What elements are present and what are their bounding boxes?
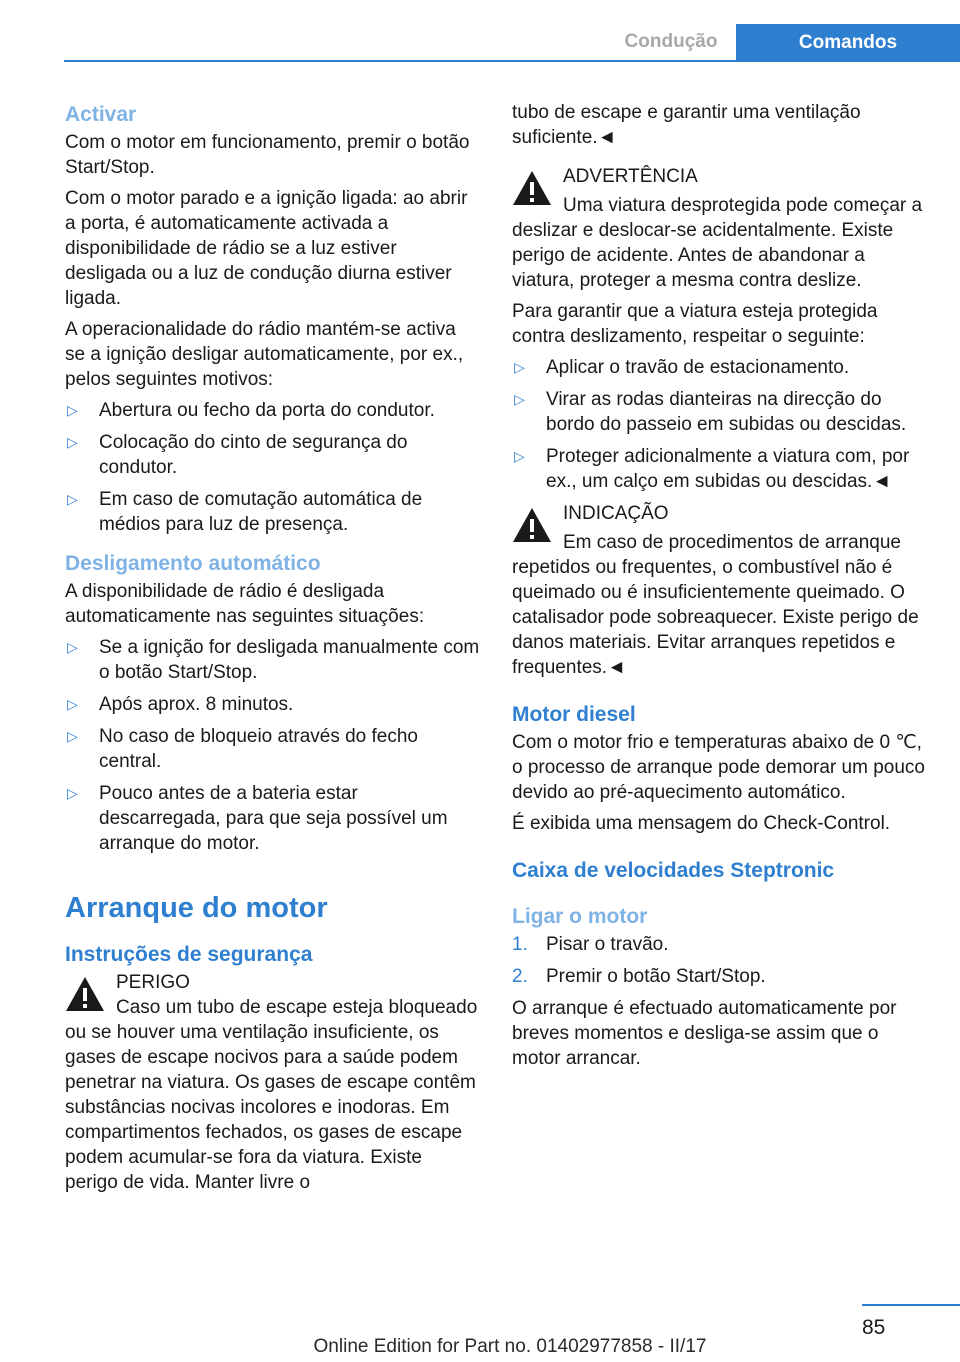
heading-arranque-do-motor: Arranque do motor [65,892,328,924]
heading-ligar-motor: Ligar o motor [512,905,648,928]
paragraph: A operacionalidade do rádio mantém-se activa se a ignição desligar automaticamente, por ex., pelos seguintes motivos: [65,319,464,390]
warning-triangle-icon [512,170,552,206]
footer-edition: Online Edition for Part no. 01402977858 - II/17 [313,1336,707,1357]
triangle-bullet-icon: ▷ [514,359,525,375]
paragraph: Com o motor em funcionamento, premir o botão Start/Stop. [65,132,470,178]
numbered-list [512,932,928,989]
triangle-bullet-icon: ▷ [67,434,78,450]
triangle-bullet-icon: ▷ [514,448,525,464]
bullet-list [65,398,480,537]
left-column [65,100,480,1201]
list-item: ▷ Em caso de comutação automática de médios para luz de presença. [67,489,423,535]
right-column [512,100,928,1077]
section-tab-conducao[interactable]: Condução [624,31,718,52]
paragraph: Com o motor frio e temperaturas abaixo de 0 ℃, o processo de arranque pode demorar um pouco devido ao pré-aquecimento automático. [512,732,925,803]
list-item: ▷ Aplicar o travão de estacionamento. [514,357,850,378]
list-item: 2. Premir o botão Start/Stop. [512,966,766,987]
list-item: 1. Pisar o travão. [512,934,669,955]
triangle-bullet-icon: ▷ [67,402,78,418]
warning-triangle-icon [65,976,105,1012]
paragraph: Para garantir que a viatura esteja protegida contra deslizamento, respeitar o seguinte: [512,301,878,347]
list-item: ▷ Colocação do cinto de segurança do condutor. [67,432,408,478]
heading-instrucoes-seguranca: Instruções de segurança [65,943,313,966]
paragraph: A disponibilidade de rádio é desligada automaticamente nas seguintes situações: [65,581,425,627]
chapter-tab-comandos[interactable]: Comandos [736,24,960,62]
paragraph: Com o motor parado e a ignição ligada: ao abrir a porta, é automaticamente activada a disponibilidade de rádio se a luz estiver desligada ou a luz de condução diurna estiver ligada. [65,188,468,309]
heading-motor-diesel: Motor diesel [512,703,636,726]
triangle-bullet-icon: ▷ [514,391,525,407]
list-item: ▷ Proteger adicionalmente a viatura com, por ex., um calço em subidas ou descidas.◄ [514,446,910,492]
triangle-bullet-icon: ▷ [67,491,78,507]
list-item: ▷ No caso de bloqueio através do fecho central. [67,726,418,772]
warning-title: PERIGO [116,972,190,993]
paragraph-continued: tubo de escape e garantir uma ventilação suficiente.◄ [512,102,861,148]
list-item: ▷ Virar as rodas dianteiras na direcção do bordo do passeio em subidas ou descidas. [514,389,907,435]
list-item: ▷ Abertura ou fecho da porta do condutor. [67,400,435,421]
bullet-list [65,635,480,856]
triangle-bullet-icon: ▷ [67,785,78,801]
heading-activar: Activar [65,103,137,126]
list-item: ▷ Se a ignição for desligada manualmente com o botão Start/Stop. [67,637,480,683]
footer-rule [862,1304,960,1306]
warning-body: Em caso de procedimentos de arranque repetidos ou frequentes, o combustível não é queimado ou é insuficientemente queimado. O catalisador pode sobreaquecer. Existe perigo de danos materiais. Evitar arranques repetidos e frequentes.◄ [512,532,919,678]
warning-title: INDICAÇÃO [563,503,669,524]
warning-indicacao [512,501,928,680]
bullet-list [512,355,928,494]
paragraph: O arranque é efectuado automaticamente por breves momentos e desliga-se assim que o motor arrancar. [512,998,897,1069]
triangle-bullet-icon: ▷ [67,728,78,744]
page-header [0,0,960,62]
warning-advertencia [512,164,928,293]
warning-body: Caso um tubo de escape esteja bloqueado ou se houver uma ventilação insuficiente, os gases de escape nocivos para a saúde podem penetrar na viatura. Os gases de escape contêm substâncias nocivas incolores e inodoras. Em compartimentos fechados, os gases de escape podem acumular-se fora da viatura. Existe perigo de vida. Manter livre o [65,997,478,1193]
paragraph: É exibida uma mensagem do Check-Control. [512,813,891,834]
header-rule [64,60,960,62]
page-number: 85 [862,1316,886,1339]
warning-triangle-icon [512,507,552,543]
heading-caixa-steptronic: Caixa de velocidades Steptronic [512,859,835,882]
warning-body: Uma viatura desprotegida pode começar a deslizar e deslocar-se acidentalmente. Existe perigo de acidente. Antes de abandonar a viatura, proteger a mesma contra deslize. [512,195,923,291]
triangle-bullet-icon: ▷ [67,696,78,712]
list-item: ▷ Após aprox. 8 minutos. [67,694,294,715]
heading-desligamento: Desligamento automático [65,552,321,575]
list-item: ▷ Pouco antes de a bateria estar descarregada, para que seja possível um arranque do motor. [67,783,448,854]
triangle-bullet-icon: ▷ [67,639,78,655]
warning-title: ADVERTÊNCIA [563,166,698,187]
warning-perigo [65,970,480,1195]
